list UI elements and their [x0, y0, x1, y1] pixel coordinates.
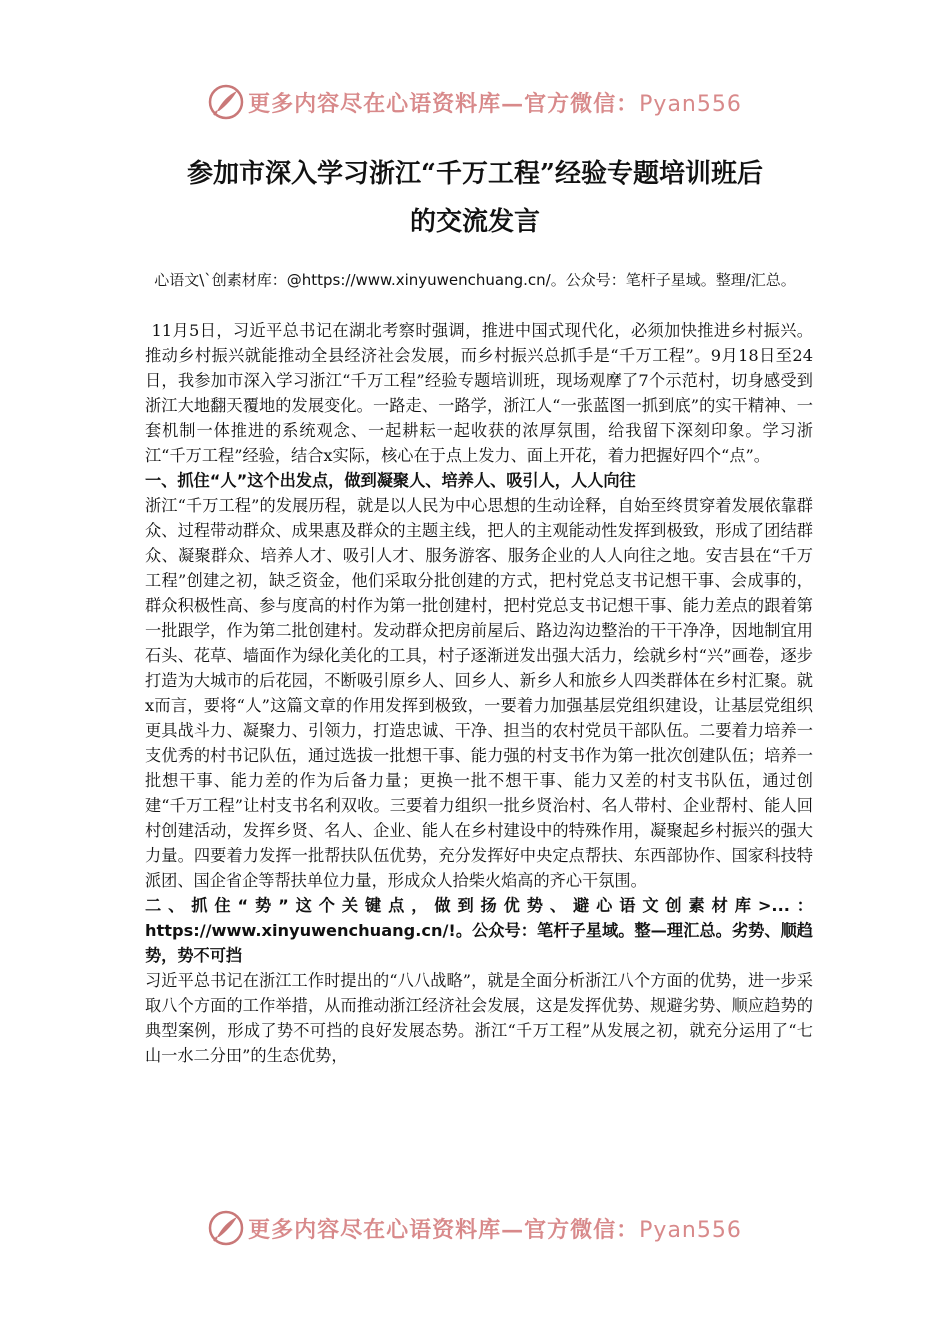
title-line-2: 的交流发言 — [409, 207, 540, 237]
document-title — [95, 150, 855, 246]
document-body — [145, 318, 813, 1068]
banner-text: 更多内容尽在心语资料库—官方微信：Pyan556 — [248, 90, 742, 117]
banner-wechat-id: Pyan556 — [639, 1217, 742, 1243]
source-note: 心语文\`创素材库：@https://www.xinyuwenchuang.cn/。公众号：笔杆子星域。整理/汇总。 — [154, 271, 796, 289]
header-banner — [0, 82, 950, 122]
title-line-1: 参加市深入学习浙江“千万工程”经验专题培训班后 — [187, 159, 763, 189]
footer-banner — [0, 1208, 950, 1248]
section-heading-1: 一、抓住“人”这个出发点，做到凝聚人、培养人、吸引人，人人向往 — [145, 471, 636, 490]
section-2-paragraph: 习近平总书记在浙江工作时提出的“八八战略”，就是全面分析浙江八个方面的优势，进一步采取八个方面的工作举措，从而推动浙江经济社会发展，这是发挥优势、规避劣势、顺应趋势的典型案例，形成了势不可挡的良好发展态势。浙江“千万工程”从发展之初，就充分运用了“七山一水二分田”的生态优势， — [145, 971, 813, 1065]
quill-logo-icon — [208, 1210, 244, 1246]
quill-logo-icon — [208, 84, 244, 120]
banner-wechat-id: Pyan556 — [639, 91, 742, 117]
section-heading-2: 二、抓住“势”这个关键点，做到扬优势、避心语文创素材库>...：https://www.xinyuwenchuang.cn/!。公众号：笔杆子星域。整—理汇总。劣势、顺趋势，势不可挡 — [145, 896, 813, 965]
section-1-paragraph: 浙江“千万工程”的发展历程，就是以人民为中心思想的生动诠释，自始至终贯穿着发展依靠群众、过程带动群众、成果惠及群众的主题主线，把人的主观能动性发挥到极致，形成了团结群众、凝聚群众、培养人才、吸引人才、服务游客、服务企业的人人向往之地。安吉县在“千万工程”创建之初，缺乏资金，他们采取分批创建的方式，把村党总支书记想干事、会成事的，群众积极性高、参与度高的村作为第一批创建村，把村党总支书记想干事、能力差点的跟着第一批跟学，作为第二批创建村。发动群众把房前屋后、路边沟边整治的干干净净，因地制宜用石头、花草、墙面作为绿化美化的工具，村子逐渐迸发出强大活力，绘就乡村“兴”画卷，逐步打造为大城市的后花园，不断吸引原乡人、回乡人、新乡人和旅乡人四类群体在乡村汇聚。就x而言，要将“人”这篇文章的作用发挥到极致，一要着力加强基层党组织建设，让基层党组织更具战斗力、凝聚力、引领力，打造忠诚、干净、担当的农村党员干部队伍。二要着力培养一支优秀的村书记队伍，通过选拔一批想干事、能力强的村支书作为第一批次创建队伍；培养一批想干事、能力差的作为后备力量；更换一批不想干事、能力又差的村支书队伍，通过创建“千万工程”让村支书名利双收。三要着力组织一批乡贤治村、名人带村、企业帮村、能人回村创建活动，发挥乡贤、名人、企业、能人在乡村建设中的特殊作用，凝聚起乡村振兴的强大力量。四要着力发挥一批帮扶队伍优势，充分发挥好中央定点帮扶、东西部协作、国家科技特派团、国企省企等帮扶单位力量，形成众人拾柴火焰高的齐心干氛围。 — [145, 496, 813, 890]
intro-paragraph: 11月5日，习近平总书记在湖北考察时强调，推进中国式现代化，必须加快推进乡村振兴。推动乡村振兴就能推动全县经济社会发展，而乡村振兴总抓手是“千万工程”。9月18日至24日，我参加市深入学习浙江“千万工程”经验专题培训班，现场观摩了7个示范村，切身感受到浙江大地翻天覆地的发展变化。一路走、一路学，浙江人“一张蓝图一抓到底”的实干精神、一套机制一体推进的系统观念、一起耕耘一起收获的浓厚氛围，给我留下深刻印象。学习浙江“千万工程”经验，结合x实际，核心在于点上发力、面上开花，着力把握好四个“点”。 — [145, 321, 813, 465]
banner-text: 更多内容尽在心语资料库—官方微信：Pyan556 — [248, 1216, 742, 1243]
